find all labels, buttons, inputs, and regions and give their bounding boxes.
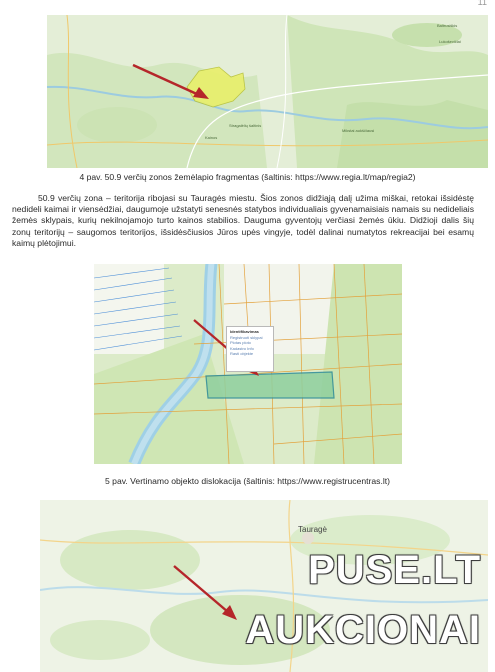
svg-text:Lukoševičiai: Lukoševičiai <box>439 39 461 44</box>
popup-title: Identifikavimas <box>230 329 259 334</box>
cadastral-map-figure <box>94 264 402 464</box>
svg-text:Baltrusiškis: Baltrusiškis <box>437 23 458 28</box>
page-number: 11 <box>477 0 487 7</box>
popup-item-area[interactable]: Plotas ploto <box>230 340 251 345</box>
zone-map <box>47 15 488 168</box>
watermark-line2: AUKCIONAI <box>245 608 481 652</box>
svg-text:Stragalėlių šaltinis: Stragalėlių šaltinis <box>229 123 262 128</box>
svg-text:Kainos: Kainos <box>205 135 218 140</box>
popup-item-cadastre[interactable]: Kadastro Info <box>230 345 254 351</box>
popup-item-parcels[interactable]: Registruoti sklypai <box>230 334 263 340</box>
popup-item-find[interactable]: Rasti objekte <box>230 351 254 356</box>
figure4-caption: 4 pav. 50.9 verčių zonos žemėlapio fragmentas (šaltinis: https://www.regia.lt/map/regia2) <box>79 172 416 182</box>
figure5-caption: 5 pav. Vertinamo objekto dislokacija (šaltinis: https://www.registrucentras.lt) <box>105 476 390 486</box>
zone-description: 50.9 verčių zona – teritorija ribojasi su Tauragės miestu. Šios zonos didžiąją dalį užima miškai, retokai išsidėstę nedideli kaimai ir viensėdžiai, daugumoje užstatyti senesnės statybos individualiais gyvenamaisiais namais su nedideliais žemės sklypais, kurių nekilnojamojo turto kainos stabilios. Dauguma gyventojų verčiasi žemės ūkiu. Didžioji dalis šių zonų teritorijų – saugomos teritorijos, išsidėsčiusios Jūros upės vingyje, todėl dalinai numatytos rekreacijai bei esamų kaimų plėtojimui. <box>12 193 474 248</box>
taurage-label: Tauragė <box>298 525 327 534</box>
svg-text:Mikstai aukščiausi: Mikstai aukščiausi <box>342 128 375 133</box>
zone-map-figure <box>47 15 488 168</box>
identify-popup <box>226 326 274 372</box>
watermark-line1: PUSE.LT <box>308 548 481 592</box>
